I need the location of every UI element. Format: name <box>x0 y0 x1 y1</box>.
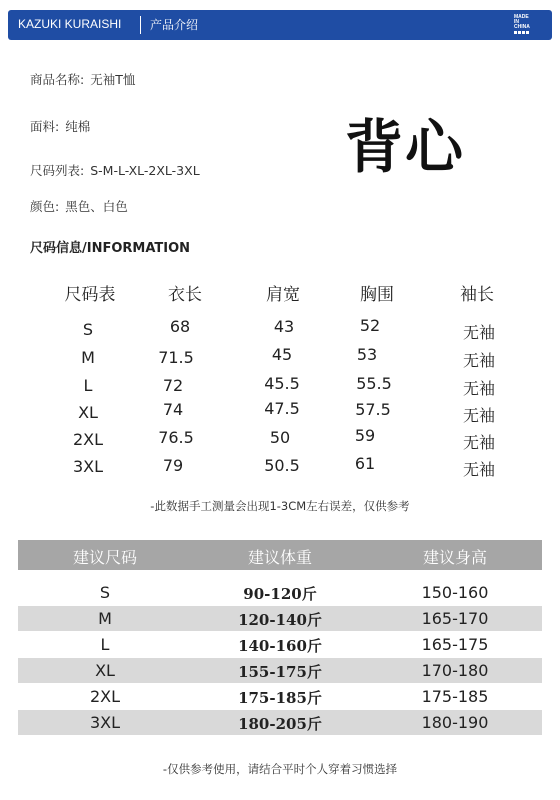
header-divider <box>140 16 141 34</box>
recommend-height: 180-190 <box>421 713 489 732</box>
size-info-title: 尺码信息/INFORMATION <box>30 241 191 256</box>
size-cell: M <box>81 348 95 367</box>
size-cell: 45 <box>271 345 293 364</box>
color-row <box>30 197 128 215</box>
recommend-height: 170-180 <box>421 661 489 680</box>
recommend-height: 175-185 <box>421 687 489 706</box>
size-cell: 61 <box>354 454 376 473</box>
recommend-height: 165-175 <box>421 635 489 654</box>
size-cell: 53 <box>356 345 378 364</box>
product-big-title: 背心 <box>345 113 466 181</box>
size-col-header: 胸围 <box>360 285 394 305</box>
size-cell: S <box>82 320 94 339</box>
recommend-header-row <box>18 540 542 570</box>
recommend-size: L <box>100 635 110 654</box>
recommend-col-header: 建议尺码 <box>72 548 137 567</box>
fabric-label: 面料: <box>30 119 60 134</box>
measurement-note: -此数据手工测量会出现1-3CM左右误差，仅供参考 <box>150 499 410 513</box>
size-cell: 47.5 <box>264 399 300 418</box>
size-cell: 55.5 <box>356 374 392 393</box>
table-row <box>18 606 542 632</box>
size-cell: 无袖 <box>462 379 495 398</box>
table-row <box>18 710 542 736</box>
size-cell: 57.5 <box>355 400 391 419</box>
header-bar <box>8 10 552 40</box>
table-row <box>18 632 542 658</box>
made-logo-grid <box>514 31 536 34</box>
size-cell: 50 <box>269 428 291 447</box>
size-cell: 76.5 <box>158 428 194 447</box>
size-cell: 无袖 <box>462 351 495 370</box>
recommend-size: 3XL <box>89 713 121 732</box>
made-text: MADE <box>514 14 529 20</box>
product-name-row <box>30 70 135 88</box>
product-name-label: 商品名称: <box>30 72 85 87</box>
size-cell: 74 <box>162 400 184 419</box>
sizes-row <box>30 161 200 179</box>
recommend-weight: 180-205斤 <box>238 715 322 733</box>
recommend-weight: 120-140斤 <box>238 611 322 629</box>
header-subtitle: 产品介绍 <box>150 18 199 32</box>
size-cell: 3XL <box>72 457 104 476</box>
size-cell: 59 <box>354 426 376 445</box>
made-in-china-logo <box>514 15 536 34</box>
size-cell: 52 <box>359 316 381 335</box>
table-row <box>18 658 542 684</box>
fabric-value: 纯棉 <box>65 119 91 134</box>
size-cell: 无袖 <box>462 323 495 342</box>
recommend-height: 165-170 <box>421 609 489 628</box>
size-cell: 无袖 <box>462 433 495 452</box>
recommend-table <box>18 540 542 736</box>
fabric-row <box>30 117 90 135</box>
recommend-weight: 155-175斤 <box>238 663 322 681</box>
recommend-weight: 175-185斤 <box>238 689 322 707</box>
recommend-size: XL <box>95 661 115 680</box>
recommend-height: 150-160 <box>421 583 489 602</box>
size-col-header: 袖长 <box>460 285 494 305</box>
size-cell: 79 <box>162 456 184 475</box>
size-cell: 45.5 <box>264 374 300 393</box>
recommend-size: S <box>99 583 111 602</box>
color-value: 黑色、白色 <box>65 199 128 214</box>
recommend-note: -仅供参考使用，请结合平时个人穿着习惯选择 <box>162 762 398 776</box>
recommend-col-header: 建议身高 <box>422 548 487 567</box>
recommend-weight: 140-160斤 <box>238 637 322 655</box>
size-cell: 无袖 <box>462 406 495 425</box>
table-row <box>18 684 542 710</box>
size-col-header: 肩宽 <box>266 285 300 305</box>
size-cell: 2XL <box>72 430 104 449</box>
size-col-header: 尺码表 <box>64 285 116 305</box>
color-label: 颜色: <box>30 199 60 214</box>
size-cell: 71.5 <box>158 348 194 367</box>
in-text: IN <box>514 19 519 25</box>
size-cell: 无袖 <box>462 460 495 479</box>
brand-name: KAZUKI KURAISHI <box>18 17 122 31</box>
size-cell: XL <box>78 403 98 422</box>
table-row <box>18 580 542 606</box>
size-cell: 50.5 <box>264 456 300 475</box>
recommend-weight: 90-120斤 <box>243 585 317 603</box>
recommend-col-header: 建议体重 <box>247 548 312 567</box>
size-cell: 43 <box>273 317 295 336</box>
china-text: CHINA <box>514 24 530 30</box>
sizes-value: S-M-L-XL-2XL-3XL <box>90 163 200 178</box>
size-cell: 68 <box>169 317 191 336</box>
sizes-label: 尺码列表: <box>30 163 85 178</box>
recommend-size: M <box>98 609 112 628</box>
size-cell: L <box>83 376 93 395</box>
product-name-value: 无袖T恤 <box>90 72 136 87</box>
size-cell: 72 <box>162 376 184 395</box>
recommend-size: 2XL <box>89 687 121 706</box>
size-col-header: 衣长 <box>168 285 202 305</box>
